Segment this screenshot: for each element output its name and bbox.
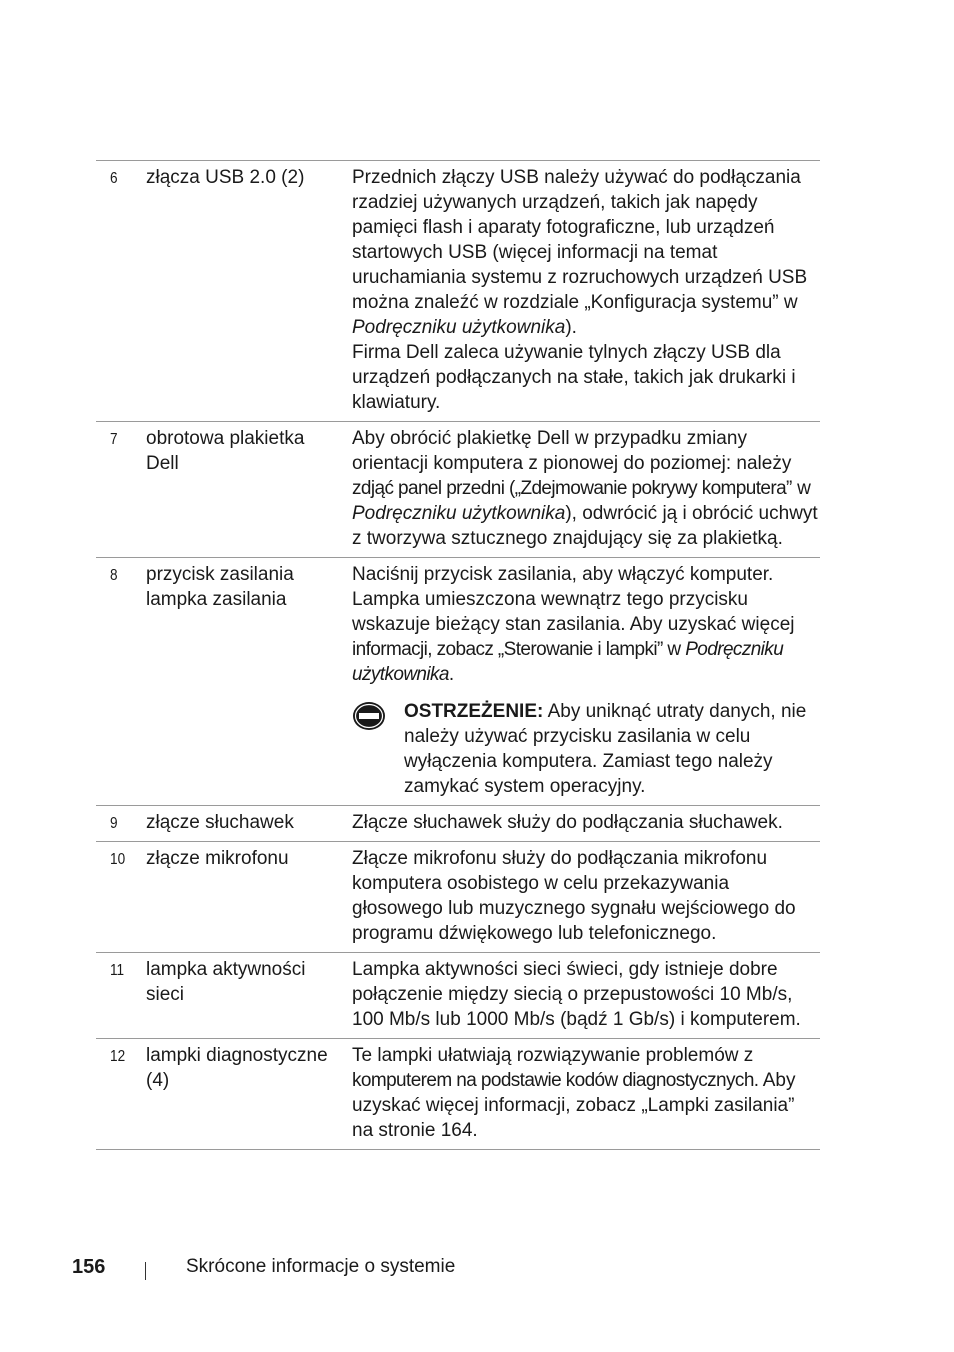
table-row xyxy=(96,558,820,806)
row-description xyxy=(352,1043,820,1143)
paragraph: Firma Dell zaleca używanie tylnych złączy USB dla urządzeń podłączanych na stałe, takich jak drukarki i klawiatury. xyxy=(352,342,796,413)
table-row xyxy=(96,806,820,842)
text: w xyxy=(791,478,811,499)
row-number: 11 xyxy=(110,962,125,979)
text: z komputerem na podstawie kodów diagnostycznych. xyxy=(352,1045,759,1091)
table-row xyxy=(96,161,820,422)
section-title: Skrócone informacje o systemie xyxy=(186,1256,456,1277)
italic-text: Podręczniku użytkownika xyxy=(352,503,566,524)
no-entry-icon xyxy=(352,699,404,799)
warning-notice xyxy=(352,699,820,799)
text: ), odwrócić ją i obrócić uchwyt z tworzywa sztucznego znajdujący się za plakietką. xyxy=(352,503,818,549)
paragraph xyxy=(352,1043,820,1143)
row-description xyxy=(352,426,820,551)
row-label: obrotowa plakietka Dell xyxy=(146,428,305,474)
text: zdjąć panel przedni („Zdejmowanie pokrywy komputera” xyxy=(352,478,792,499)
row-description xyxy=(352,810,820,835)
paragraph: Złącze mikrofonu służy do podłączania mikrofonu komputera osobistego w celu przekazywania głosowego lub muzycznego sygnału wejściowego do programu dźwiękowego lub telefonicznego. xyxy=(352,848,796,944)
row-label: lampka aktywności sieci xyxy=(146,959,306,1005)
text: . xyxy=(448,664,455,685)
warning-text xyxy=(404,699,820,799)
text: Aby obrócić plakietkę Dell w przypadku zmiany orientacji komputera z pionowej do poziomej: należy xyxy=(352,428,792,474)
paragraph: Lampka aktywności sieci świeci, gdy istnieje dobre połączenie między siecią o przepustowości 10 Mb/s, 100 Mb/s lub 1000 Mb/s (bądź 1 Gb/s) i komputerem. xyxy=(352,959,801,1030)
text: informacji, zobacz „Sterowanie i lampki” w xyxy=(352,639,686,660)
page-footer xyxy=(72,1256,772,1286)
table-row xyxy=(96,1039,820,1150)
warning-title: OSTRZEŻENIE: xyxy=(404,701,544,722)
paragraph xyxy=(352,562,820,687)
components-table xyxy=(96,160,820,1150)
paragraph xyxy=(352,165,820,340)
text: Przednich złączy USB należy używać do podłączania rzadziej używanych urządzeń, takich jak napędy pamięci flash i aparaty fotograficzne, lub urządzeń startowych USB (więcej informacji na temat uruchamiania systemu z rozruchowych urządzeń USB można znaleźć w rozdziale „Konfiguracja systemu” w xyxy=(352,167,808,313)
row-description xyxy=(352,562,820,799)
text: ). xyxy=(565,317,577,338)
row-label: lampki diagnostyczne (4) xyxy=(146,1045,328,1091)
row-description xyxy=(352,957,820,1032)
row-description xyxy=(352,846,820,946)
text: Aby uniknąć utraty danych, nie należy używać przycisku zasilania w celu wyłączenia komputera. Zamiast tego należy zamykać system operacyjny. xyxy=(404,701,807,797)
text: Naciśnij przycisk zasilania, aby włączyć komputer. Lampka umieszczona wewnątrz tego przycisku wskazuje bieżący stan zasilania. Aby uzyskać więcej xyxy=(352,564,795,635)
paragraph xyxy=(352,426,820,551)
row-number: 9 xyxy=(110,815,118,832)
paragraph: Złącze słuchawek służy do podłączania słuchawek. xyxy=(352,812,783,833)
table-row xyxy=(96,422,820,558)
text: Aby uzyskać więcej informacji, zobacz „Lampki zasilania” na stronie 164. xyxy=(352,1070,796,1141)
row-number: 8 xyxy=(110,567,118,584)
row-number: 10 xyxy=(110,851,126,868)
table-row xyxy=(96,842,820,953)
italic-text: Podręczniku użytkownika xyxy=(352,639,784,685)
row-number: 7 xyxy=(110,431,118,448)
row-label: złącze mikrofonu xyxy=(146,848,289,869)
footer-divider xyxy=(145,1262,146,1280)
italic-text: Podręczniku użytkownika xyxy=(352,317,566,338)
row-number: 6 xyxy=(110,170,118,187)
page-number: 156 xyxy=(72,1256,106,1278)
row-label: przycisk zasilania lampka zasilania xyxy=(146,564,294,610)
row-description xyxy=(352,165,820,415)
row-number: 12 xyxy=(110,1048,126,1065)
table-row xyxy=(96,953,820,1039)
row-label: złącze słuchawek xyxy=(146,812,294,833)
text: Te lampki ułatwiają rozwiązywanie problemów xyxy=(352,1045,744,1066)
row-label: złącza USB 2.0 (2) xyxy=(146,167,305,188)
